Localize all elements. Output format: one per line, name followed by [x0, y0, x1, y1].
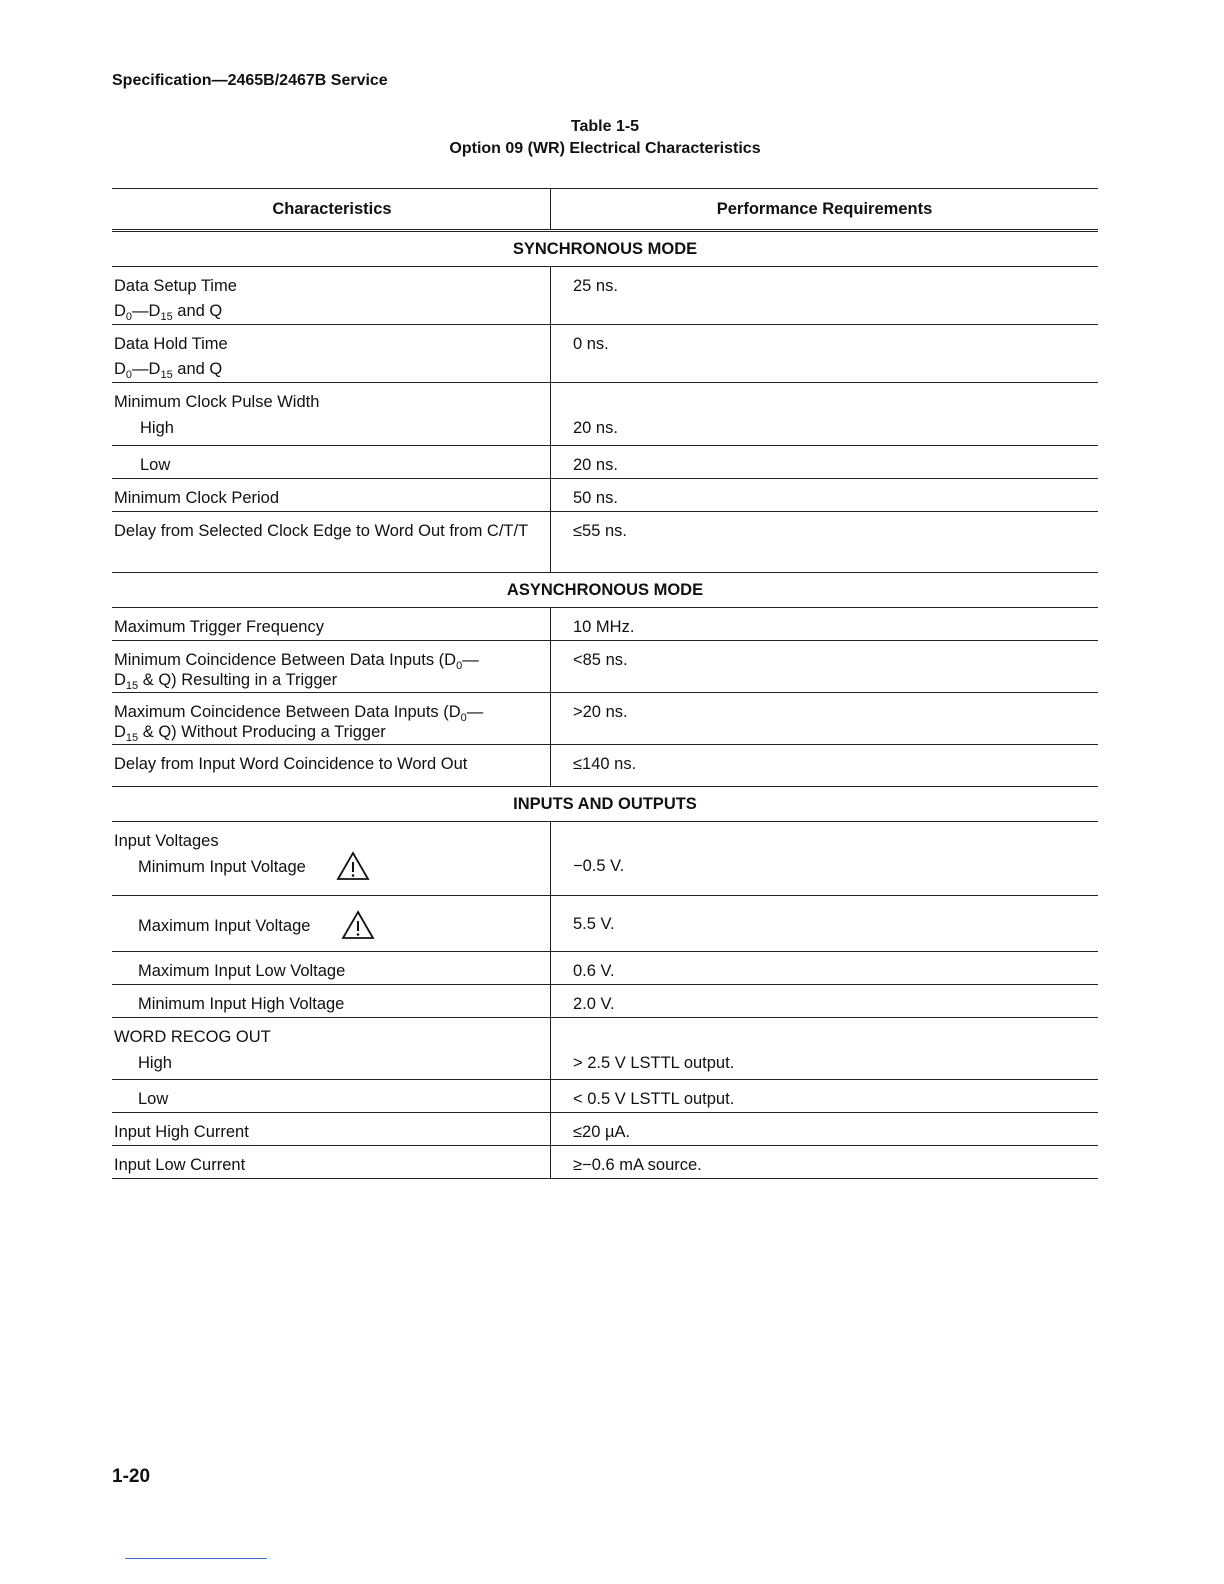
section-row — [112, 231, 1098, 267]
group-label: Input Voltages — [114, 831, 219, 850]
characteristic-cell: Input High Current — [112, 1113, 551, 1146]
characteristic-cell: Delay from Selected Clock Edge to Word Out from C/T/T — [114, 521, 529, 540]
electrical-characteristics-table — [112, 188, 1098, 1179]
characteristic-cell: Minimum Coincidence Between Data Inputs ($D_0—$ $D_{15}$ & Q) Resulting in a Trigger — [112, 640, 551, 692]
table-row — [112, 267, 1098, 325]
table-row — [112, 1080, 1098, 1113]
characteristic-cell: Input Low Current — [112, 1146, 551, 1179]
value-cell — [551, 1017, 1099, 1047]
table-row — [112, 1047, 1098, 1080]
table-row — [112, 1146, 1098, 1179]
characteristic-cell: Maximum Trigger Frequency — [112, 607, 551, 640]
table-row — [112, 951, 1098, 984]
value-cell: 10 MHz. — [551, 607, 1099, 640]
table-row — [112, 895, 1098, 951]
section-asynchronous-mode: ASYNCHRONOUS MODE — [112, 572, 1098, 607]
table-row — [112, 607, 1098, 640]
characteristic-cell: Maximum Coincidence Between Data Inputs ($D_0—$ $D_{15}$ & Q) Without Producing a Trigger — [112, 692, 551, 744]
sub-label: Maximum Input Voltage — [138, 917, 311, 936]
label-text: Data Hold Time — [114, 335, 228, 353]
value-cell: <85 ns. — [551, 640, 1099, 692]
value-cell: −0.5 V. — [551, 821, 1099, 895]
value-cell: ≤55 ns. — [551, 511, 1099, 572]
sub-label: High — [138, 1053, 172, 1072]
table-header-row — [112, 189, 1098, 231]
value-cell: 50 ns. — [551, 478, 1099, 511]
section-inputs-and-outputs: INPUTS AND OUTPUTS — [112, 786, 1098, 821]
value-cell: 20 ns. — [551, 412, 1099, 445]
table-row — [112, 744, 1098, 786]
table-row — [112, 692, 1098, 744]
sub-label: Minimum Input High Voltage — [138, 994, 345, 1013]
value-cell: ≤20 µA. — [551, 1113, 1099, 1146]
value-cell: 5.5 V. — [551, 895, 1099, 951]
table-title: Option 09 (WR) Electrical Characteristics — [449, 140, 761, 157]
table-row — [112, 383, 1098, 413]
value-cell: < 0.5 V LSTTL output. — [551, 1080, 1099, 1113]
table-row — [112, 984, 1098, 1017]
table-row — [112, 1017, 1098, 1047]
page-number: 1-20 — [112, 1466, 151, 1487]
signal-range: $D_0—D_{15}$ and Q — [114, 360, 223, 381]
table-row — [112, 640, 1098, 692]
sub-label: High — [140, 419, 174, 437]
characteristic-cell: WORD RECOG OUT — [114, 1027, 271, 1046]
characteristic-cell: Minimum Clock Pulse Width — [114, 393, 320, 411]
value-cell: 0 ns. — [551, 325, 1099, 383]
table-row — [112, 511, 1098, 572]
value-cell: 2.0 V. — [551, 984, 1099, 1017]
value-cell: 25 ns. — [551, 267, 1099, 325]
characteristic-cell — [112, 821, 551, 895]
section-row — [112, 572, 1098, 607]
value-cell: >20 ns. — [551, 692, 1099, 744]
table-row — [112, 412, 1098, 445]
table-row — [112, 821, 1098, 895]
characteristic-cell — [112, 267, 551, 325]
sub-label: Low — [138, 1090, 169, 1108]
table-row — [112, 325, 1098, 383]
table-row — [112, 445, 1098, 478]
signal-range: $D_0—D_{15}$ and Q — [114, 302, 223, 323]
footer-rule — [125, 1558, 267, 1559]
sub-label: Low — [140, 455, 171, 474]
value-cell: ≤140 ns. — [551, 744, 1099, 786]
characteristic-cell — [112, 325, 551, 383]
running-header: Specification—2465B/2467B Service — [112, 72, 388, 89]
value-cell: > 2.5 V LSTTL output. — [551, 1047, 1099, 1080]
column-header-characteristics: Characteristics — [272, 200, 392, 218]
sub-label: Minimum Input Voltage — [138, 858, 306, 877]
value-cell — [551, 383, 1099, 413]
warning-triangle-icon — [336, 851, 370, 886]
warning-triangle-icon — [341, 910, 375, 945]
characteristic-cell: Minimum Clock Period — [112, 478, 551, 511]
sub-label: Maximum Input Low Voltage — [138, 961, 346, 980]
table-row — [112, 478, 1098, 511]
table-number: Table 1-5 — [570, 118, 640, 135]
section-row — [112, 786, 1098, 821]
section-synchronous-mode: SYNCHRONOUS MODE — [112, 231, 1098, 267]
label-text: Data Setup Time — [114, 277, 237, 295]
table-row — [112, 1113, 1098, 1146]
characteristic-cell: Delay from Input Word Coincidence to Word Out — [114, 754, 468, 773]
value-cell: 0.6 V. — [551, 951, 1099, 984]
value-cell: 20 ns. — [551, 445, 1099, 478]
value-cell: ≥−0.6 mA source. — [551, 1146, 1099, 1179]
column-header-performance: Performance Requirements — [551, 189, 1099, 231]
